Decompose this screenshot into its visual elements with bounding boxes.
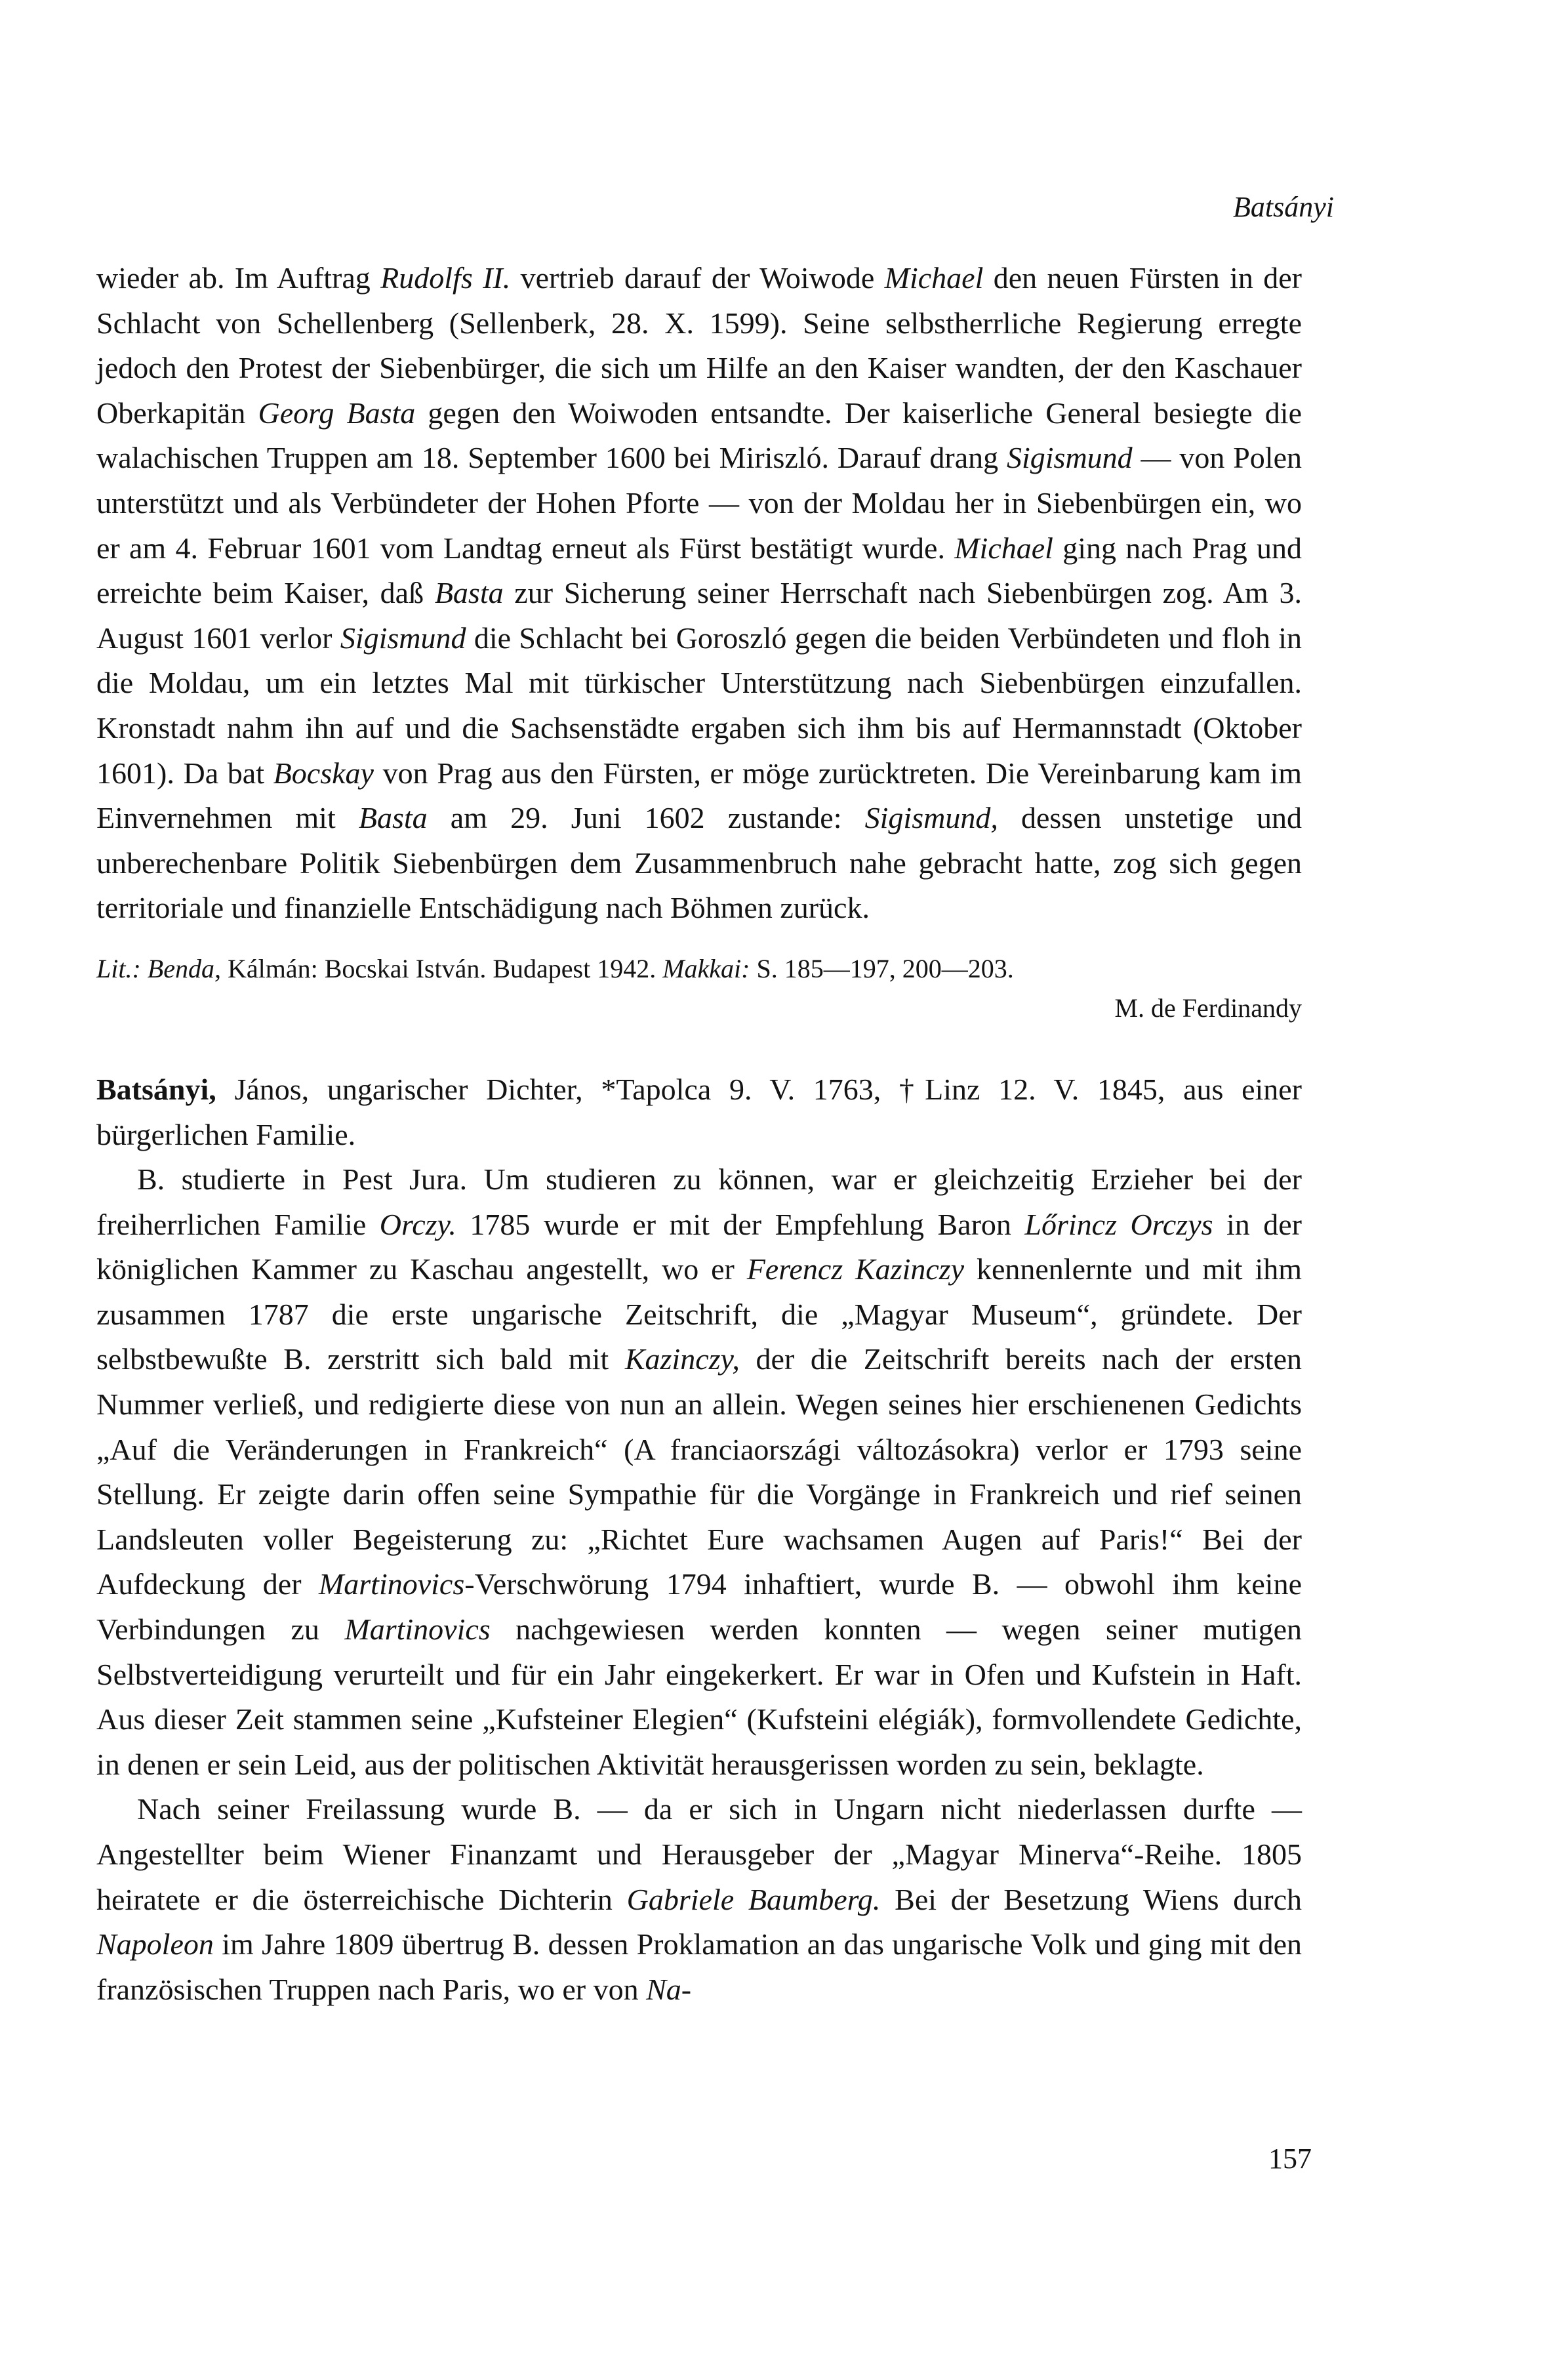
paragraph-later-life: Nach seiner Freilassung wurde B. — da er sich in Ungarn nicht niederlassen durfte — Angestellter beim Wiener Finanzamt und Herausgeber der „Magyar Minerva“-Reihe. 1805 heiratete er die österreichische Dichterin Gabriele Baumberg. Bei der Besetzung Wiens durch Napoleon im Jahre 1809 übertrug B. dessen Proklamation an das ungarische Volk und ging mit den französischen Truppen nach Paris, wo er von Na-	[96, 1792, 1302, 2006]
literature-reference: Lit.: Benda, Kálmán: Bocskai István. Budapest 1942. Makkai: S. 185—197, 200—203.	[96, 953, 1014, 983]
page-number: 157	[1268, 2143, 1312, 2175]
paragraph-biography: B. studierte in Pest Jura. Um studieren zu können, war er gleichzeitig Erzieher bei der freiherrlichen Familie Orczy. 1785 wurde er mit der Empfehlung Baron Lőrincz Orczys in der königlichen Kammer zu Kaschau angestellt, wo er Ferencz Kazinczy kennenlernte und mit ihm zusammen 1787 die erste ungarische Zeitschrift, die „Magyar Museum“, gründete. Der selbstbewußte B. zerstritt sich bald mit Kazinczy, der die Zeitschrift bereits nach der ersten Nummer verließ, und redigierte diese von nun an allein. Wegen seines hier erschienenen Gedichts „Auf die Veränderungen in Frankreich“ (A franciaországi változásokra) verlor er 1793 seine Stellung. Er zeigte darin offen seine Sympathie für die Vorgänge in Frankreich und rief seinen Landsleuten voller Begeisterung zu: „Richtet Eure wachsamen Augen auf Paris!“ Bei der Aufdeckung der Martinovics-Verschwörung 1794 inhaftiert, wurde B. — obwohl ihm keine Verbindungen zu Martinovics nachgewiesen werden konnten — wegen seiner mutigen Selbstverteidigung verurteilt und für ein Jahr eingekerkert. Er war in Ofen und Kufstein in Haft. Aus dieser Zeit stammen seine „Kufsteiner Elegien“ (Kufsteini elégiák), formvollendete Gedichte, in denen er sein Leid, aus der politischen Aktivität herausgerissen worden zu sein, beklagte.	[96, 1162, 1303, 1781]
running-header: Batsányi	[1233, 191, 1334, 223]
page-body	[96, 256, 1302, 2012]
entry-heading: Batsányi, János, ungarischer Dichter, *Tapolca 9. V. 1763, †Linz 12. V. 1845, aus einer bürgerlichen Familie.	[96, 1072, 1302, 1151]
paragraph-continuation: wieder ab. Im Auftrag Rudolfs II. vertrieb darauf der Woiwode Michael den neuen Fürsten in der Schlacht von Schellenberg (Sellenberk, 28. X. 1599). Seine selbstherrliche Regierung erregte jedoch den Protest der Siebenbürger, die sich um Hilfe an den Kaiser wandten, der den Kaschauer Oberkapitän Georg Basta gegen den Woiwoden entsandte. Der kaiserliche General besiegte die walachischen Truppen am 18. September 1600 bei Miriszló. Darauf drang Sigismund — von Polen unterstützt und als Verbündeter der Hohen Pforte — von der Moldau her in Siebenbürgen ein, wo er am 4. Februar 1601 vom Landtag erneut als Fürst bestätigt wurde. Michael ging nach Prag und erreichte beim Kaiser, daß Basta zur Sicherung seiner Herrschaft nach Siebenbürgen zog. Am 3. August 1601 verlor Sigismund die Schlacht bei Goroszló gegen die beiden Verbündeten und floh in die Moldau, um ein letztes Mal mit türkischer Unterstützung nach Siebenbürgen einzufallen. Kronstadt nahm ihn auf und die Sachsenstädte ergaben sich ihm bis auf Hermannstadt (Oktober 1601). Da bat Bocskay von Prag aus den Fürsten, er möge zurücktreten. Die Vereinbarung kam im Einvernehmen mit Basta am 29. Juni 1602 zustande: Sigismund, dessen unstetige und unberechenbare Politik Siebenbürgen dem Zusammenbruch nahe gebracht hatte, zog sich gegen territoriale und finanzielle Entschädigung nach Böhmen zurück.	[96, 261, 1303, 925]
author-signature: M. de Ferdinandy	[1114, 993, 1302, 1023]
entry-headword: Batsányi,	[96, 1072, 216, 1106]
